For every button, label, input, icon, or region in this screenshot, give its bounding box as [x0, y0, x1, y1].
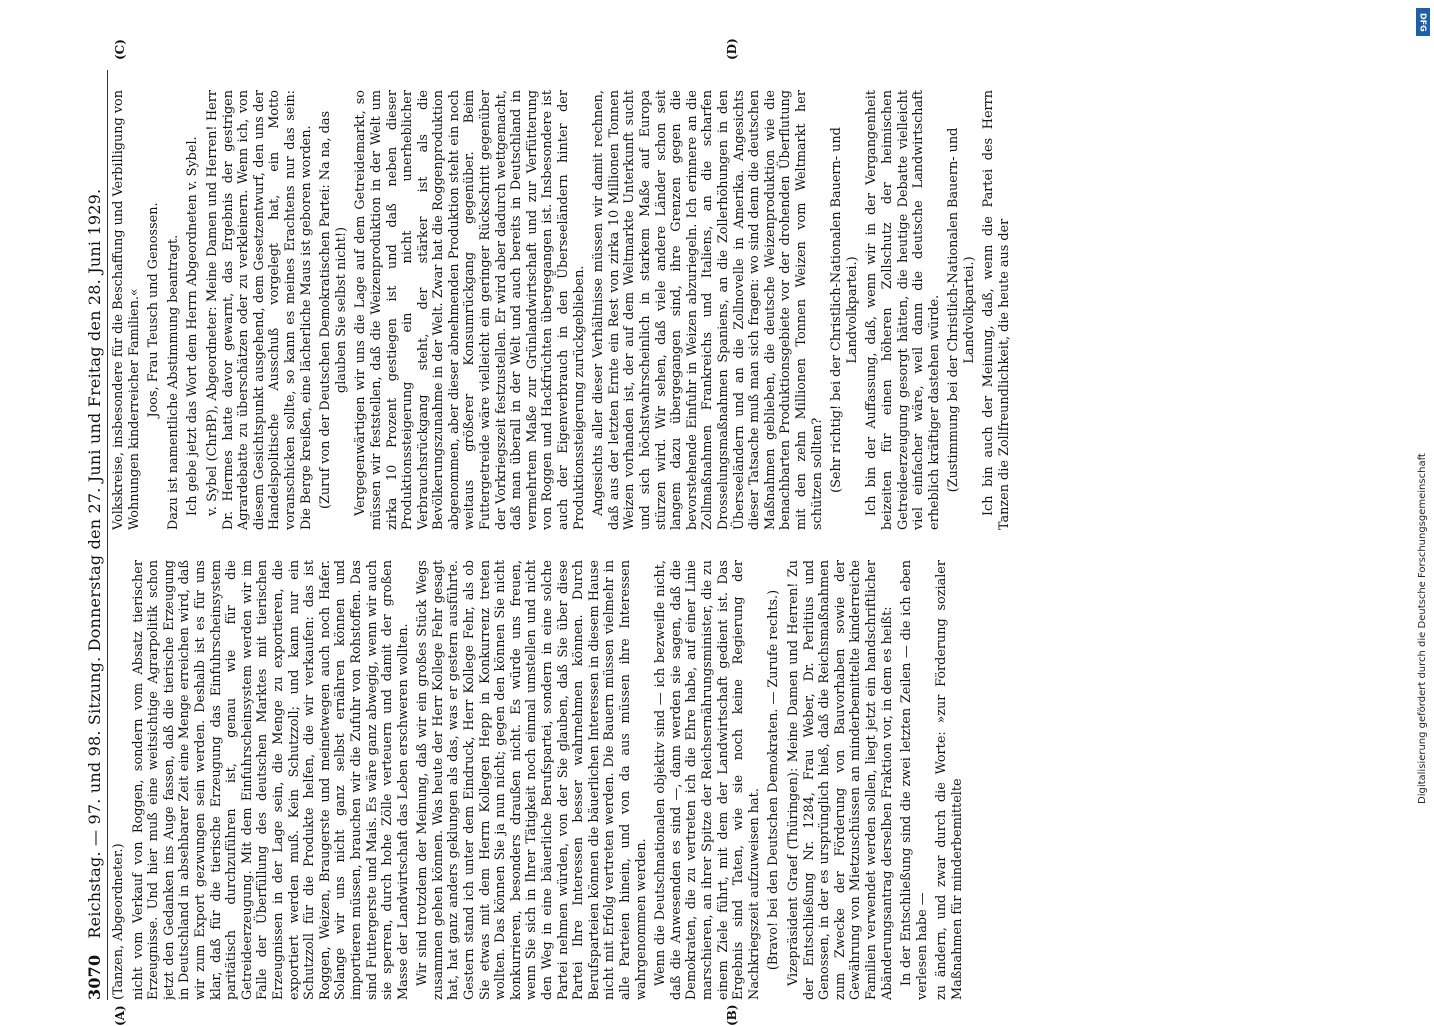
margin-marker-d: (D) — [725, 38, 739, 60]
margin-marker-a: (A) — [113, 1005, 127, 1026]
right-column — [111, 90, 1311, 530]
interjection: (Bravo! bei den Deutschen Demokraten. — Zurufe rechts.) — [766, 560, 782, 1000]
quote: zu ändern, und zwar durch die Worte: »zur Förderung sozialer Maßnahmen für minderbemittelte — [934, 560, 965, 1000]
interjection: (Sehr richtig! bei der Christlich-Nationalen Bauern- und Landvolkpartei.) — [829, 90, 860, 530]
paragraph: Vizepräsident Graef (Thüringen): Meine Damen und Herren! Zu der Entschließung Nr. 1284, Frau Weber, Dr. Perlitius und Genossen, in der es ursprünglich hieß, daß die Reichsmaßnahmen zum Zwecke der Förderung von Bauvorhaben sowie der Gewährung von Mietzuschüssen an minderbemittelte kinderreiche Familien verwendet werden sollen, liegt jetzt ein handschriftlicher Abänderungsantrag derselben Fraktion vor, in dem es heißt: — [786, 560, 895, 1000]
page-header — [85, 70, 108, 1000]
speaker-attribution: (Tanzen, Abgeordneter.) — [111, 560, 127, 1000]
paragraph: nicht vom Verkauf von Roggen, sondern vom Absatz tierischer Erzeugnisse. Und hier muß eine weitsichtige Agrarpolitik schon jetzt den Gedanken ins Auge fassen, daß die tierische Erzeugung in Deutschland in absehbarer Zeit eine Menge erreichen wird, daß wir zum Export gezwungen sein werden. Deshalb ist es für uns klar, daß für die tierische Erzeugung das Einfuhrscheinsystem paritätisch durchzuführen ist, genau wie für die Getreideerzeugung. Mit dem Einfuhrscheinsystem werden wir im Falle der Überfüllung des deutschen Marktes mit tierischen Erzeugnissen in der Lage sein, die Menge zu exportieren, die exportiert werden muß. Kein Schutzzoll; und kann nur ein Schutzzoll für die Produkte helfen, die wir verkaufen: das ist Roggen, Weizen, Braugerste und meinetwegen auch noch Hafer. Solange wir uns nicht ganz selbst ernähren können und importieren müssen, brauchen wir die Zufuhr von Rohstoffen. Das sind Futtergerste und Mais. Es wäre ganz abwegig, wenn wir auch sie sperren, durch hohe Zölle verteuern und damit der großen Masse der Landwirtschaft das Leben erschweren wollten. — [131, 560, 412, 1000]
document-page — [85, 70, 1325, 1000]
signatories: Joos, Frau Teusch und Genossen. — [146, 90, 162, 530]
dfg-logo: DFG — [1416, 8, 1430, 36]
digitization-note: Digitalisierung gefördert durch die Deutsche Forschungsgemeinschaft — [1417, 44, 1428, 804]
page-title: Reichstag. — 97. und 98. Sitzung. Donnerstag den 27. Juni und Freitag den 28. Juni 1929. — [85, 189, 104, 939]
paragraph: Vergegenwärtigen wir uns die Lage auf dem Getreidemarkt, so müssen wir feststellen, daß die Weizenproduktion in der Welt um zirka 10 Prozent gestiegen ist und daß neben dieser Produktionssteigerung ein nicht unerheblicher Verbrauchsrückgang steht, der stärker ist als die Bevölkerungszunahme in der Welt. Zwar hat die Roggenproduktion abgenommen, aber dieser abnehmenden Produktion steht ein noch weitaus größerer Konsumrückgang gegenüber. Beim Futtergetreide wäre vielleicht ein geringer Rückschritt gegenüber der Vorkriegszeit festzustellen. Er wird aber dadurch wettgemacht, daß man überall in der Welt und auch bereits in Deutschland in vermehrtem Maße zur Grünlandwirtschaft und zur Verfütterung von Roggen und Hackfrüchten übergegangen ist. Insbesondere ist auch der Eigenverbrauch in den Überseeländern hinter der Produktionssteigerung zurückgeblieben. — [353, 90, 587, 530]
paragraph: v. Sybel (ChrBP), Abgeordneter: Meine Damen und Herren! Herr Dr. Hermes hatte davor gewarnt, das Ergebnis der gestrigen Agrardebatte zu überschätzen oder zu verkleinern. Wenn ich, von diesem Gesichtspunkt ausgehend, dem Gesetzentwurf, den uns der Handelspolitische Ausschuß vorgelegt hat, ein Motto voranschicken sollte, so kann es meines Erachtens nur das sein: Die Berge kreißen, eine lächerliche Maus ist geboren worden. — [205, 90, 314, 530]
paragraph: Ich bin auch der Meinung, daß, wenn die Partei des Herrn Tanzen die Zollfreundlichkeit, die heute aus der — [981, 90, 1012, 530]
margin-marker-b: (B) — [725, 1005, 739, 1026]
left-column — [111, 560, 1311, 1000]
page-number: 3070 — [85, 955, 104, 1000]
paragraph: Wenn die Deutschnationalen objektiv sind — ich bezweifle nicht, daß die Anwesenden es sind —, dann werden sie sagen, daß die Demokraten, die zu vertreten ich die Ehre habe, auf einer Linie marschieren, an ihrer Spitze der Reichsernährungsminister, die zu einem Ziele führt, mit dem der Landwirtschaft gedient ist. Das Ergebnis sind Taten, wie sie noch keine Regierung der Nachkriegszeit aufzuweisen hat. — [653, 560, 762, 1000]
quote: In der Entschließung sind die zwei letzten Zeilen — die ich eben verlesen habe — — [899, 560, 930, 1000]
rotated-page — [85, 70, 1325, 1000]
interjection: (Zuruf von der Deutschen Demokratischen Partei: Na na, das glauben Sie selbst nicht!) — [318, 90, 349, 530]
paragraph: Dazu ist namentliche Abstimmung beantragt. — [166, 90, 182, 530]
paragraph: Wir sind trotzdem der Meinung, daß wir ein großes Stück Wegs zusammen gehen können. Was heute der Herr Kollege Fehr gesagt hat, hat ganz anders geklungen als das, was er gestern ausführte. Gestern stand ich unter dem Eindruck, Herr Kollege Fehr, als ob Sie etwas mit dem Herrn Kollegen Hepp in Konkurrenz treten wollten. Das können Sie ja nun nicht; gegen den können Sie nicht konkurrieren, besonders draußen nicht. Es würde uns freuen, wenn Sie sich in Ihrer Tätigkeit noch einmal umstellen und nicht den Weg in eine bäuerliche Berufspartei, sondern in eine solche Partei nehmen würden, von der Sie glauben, daß Sie über diese Partei Ihre Interessen besser wahrnehmen können. Durch Berufsparteien können die bäuerlichen Interessen in diesem Hause nicht mit Erfolg vertreten werden. Die Bauern müssen vielmehr in alle Parteien hinein, und von da aus müssen ihre Interessen wahrgenommen werden. — [415, 560, 649, 1000]
paragraph: Ich gebe jetzt das Wort dem Herrn Abgeordneten v. Sybel. — [185, 90, 201, 530]
paragraph: Volkskreise, insbesondere für die Beschaffung und Verbilligung von Wohnungen kinderreicher Familien.« — [111, 90, 142, 530]
margin-marker-c: (C) — [113, 39, 127, 60]
paragraph: Angesichts aller dieser Verhältnisse müssen wir damit rechnen, daß aus der letzten Ernte ein Rest von zirka 10 Millionen Tonnen Weizen vorhanden ist, der auf dem Weltmarkte Unterkunft sucht und sich höchstwahrscheinlich in starkem Maße auf Europa stürzen wird. Wir sehen, daß viele andere Länder schon seit langem dazu übergegangen sind, ihre Grenzen gegen die bevorstehende Einfuhr in Weizen abzuriegeln. Ich erinnere an die Zollmaßnahmen Frankreichs und Italiens, an die scharfen Drosselungsmaßnahmen Spaniens, an die Zollerhöhungen in den Überseeländern und an die Zollnovelle in Amerika. Angesichts dieser Tatsache muß man sich fragen: wo sind denn die deutschen Maßnahmen geblieben, die deutsche Weizenproduktion wie die benachbarten Produktionsgebiete vor der drohenden Überflutung mit den zehn Millionen Tonnen Weizen vom Weltmarkt her schützen sollten? — [591, 90, 825, 530]
interjection: (Zustimmung bei der Christlich-Nationalen Bauern- und Landvolkpartei.) — [946, 90, 977, 530]
paragraph: Ich bin der Auffassung, daß, wenn wir in der Vergangenheit beizeiten für einen höheren Zollschutz der heimischen Getreideerzeugung gesorgt hätten, die heutige Debatte vielleicht viel einfacher wäre, weil dann die deutsche Landwirtschaft erheblich kräftiger dastehen würde. — [864, 90, 942, 530]
